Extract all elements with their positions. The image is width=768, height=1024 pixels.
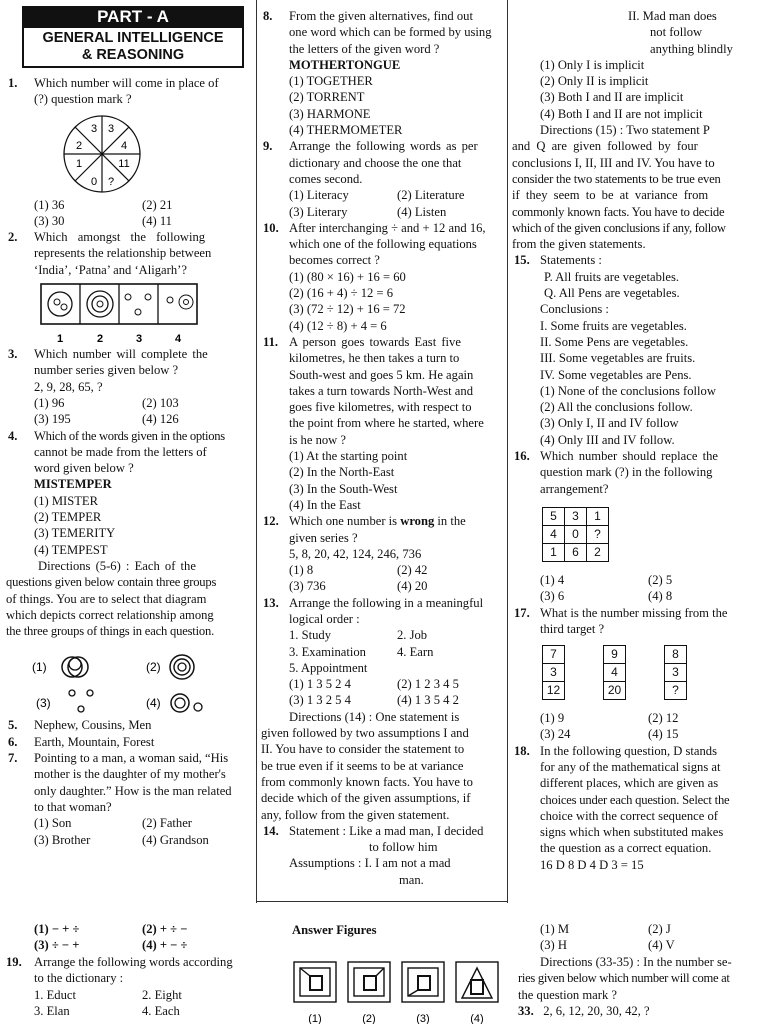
- target-tables: [542, 645, 764, 700]
- question-5: 5. Nephew, Cousins, Men: [8, 718, 152, 733]
- figure-label: (3): [416, 1013, 430, 1024]
- venn-options: [40, 282, 210, 346]
- section-header: [22, 6, 244, 68]
- figure-label: 4: [174, 333, 182, 346]
- question-33: 2, 6, 12, 20, 30, 42, ?: [543, 1003, 650, 1018]
- option-label: (4): [146, 696, 161, 711]
- figure-label: 3: [135, 333, 143, 346]
- question-14: 14. Statement : Like a mad man, I decided to follow him Assumptions : I. I am not a mad man.: [263, 823, 484, 887]
- question-7: 7. Pointing to a man, a woman said, “His mother is the daughter of my mother's only daughter.” How is the man related to that woman? (1) Son (2) Father (3) Brother (4) Grandson: [8, 751, 232, 847]
- option-label: (2): [146, 660, 161, 675]
- column-1: [6, 0, 250, 1018]
- question-10: 10. After interchanging ÷ and + 12 and 16, which one of the following equations becomes correct ? (1) (80 × 16) + 16 = 60 (2) (16 + 4) ÷ 12 = 6 (3) (72 ÷ 12) + 16 = 72 (4) (12 ÷ 8) + 4 = 6: [263, 220, 486, 333]
- question-2: 2. Which amongst the following represents the relationship between ‘India’, ‘Patna’ and ‘Aligarh’?: [8, 230, 212, 277]
- wheel-value: 1: [75, 157, 83, 170]
- venn-answer-diagrams: [6, 643, 246, 717]
- question-3: 3. Which number will complete the number series given below ? 2, 9, 28, 65, ? (1) 96 (2) 103 (3) 195 (4) 126: [8, 347, 208, 427]
- question-8: 8. From the given alternatives, find out one word which can be formed by using the letters of the given word ? MOTHERTONGUE (1) TOGETHER (2) TORRENT (3) HARMONE (4) THERMOMETER: [263, 9, 492, 138]
- section-divider: [256, 901, 508, 902]
- options-q1: (1) 36 (2) 21 (3) 30 (4) 11: [34, 197, 173, 228]
- directions-15: Directions (15) : Two statement P and Q are given followed by four conclusions I, II, III and IV. You have to consider the two statements to be true even if they seem to be at variance from commonly known facts. You have to decide which of the given conclusions if any, follow from the given statements.: [512, 123, 726, 252]
- question-1: 1. Which number will come in place of (?) question mark ?: [8, 76, 219, 107]
- question-9: 9. Arrange the following words as per dictionary and choose the one that comes second. (1) Literacy (2) Literature (3) Literary (4) Listen: [263, 139, 478, 219]
- wheel-value: ?: [107, 175, 115, 188]
- figure-label: 1: [56, 333, 64, 346]
- directions-5-6: Directions (5-6) : Each of the questions given below contain three groups of things. You are to select that diagram which depicts correct relationship among the three groups of things in each question.: [6, 558, 217, 639]
- target-2: 9 4 20: [603, 645, 626, 700]
- column-3: [512, 8, 764, 873]
- question-11: 11. A person goes towards East five kilometres, he then takes a turn to South-west and goes 5 km. He again takes a turn towards North-West and goes five kilometres, with respect to the point from where he started, where is he now ? (1) At the starting point (2) In the North-East (3) In the South-West (4) In the East: [263, 334, 484, 512]
- option-label: (3): [36, 696, 51, 711]
- question-6: 6. Earth, Mountain, Forest: [8, 734, 155, 749]
- question-number: 33.: [518, 1003, 534, 1018]
- question-18: 18. In the following question, D stands for any of the mathematical signs at different places, which are given as choices under each question. Select the choice with the correct sequence of signs which when substituted makes the question as a correct equation. 16 D 8 D 4 D 3 = 15: [514, 743, 730, 872]
- options-tail: (1) M (2) J (3) H (4) V: [540, 922, 675, 953]
- option-label: (1): [32, 660, 47, 675]
- wheel-value: 11: [118, 157, 130, 170]
- question-19: 19. Arrange the following words according to the dictionary : 1. Educt 2. Eight 3. Elan 4. Each: [6, 955, 233, 1018]
- question-17: 17. What is the number missing from the third target ? 7 3 12 9 4 20 8 3 ? (1) 9 (2) 12 (3) 24 (4) 15: [512, 605, 764, 743]
- question-16: 16. Which number should replace the question mark (?) in the following arrangement? 5 3 1 4 0 ? 1 6 2 (1) 4 (2) 5 (3) 6 (4) 8: [514, 449, 718, 604]
- figure-label: (1): [308, 1013, 322, 1024]
- target-1: 7 3 12: [542, 645, 565, 700]
- directions-14: Directions (14) : One statement is given followed by two assumptions I and II. You have to consider the statement to be true even if it seems to be at variance from commonly known facts. You have to decide which of the given assumptions, if any, follow from the given statement.: [261, 709, 473, 822]
- answer-figures: [290, 958, 502, 1024]
- directions-33-35: Directions (33-35) : In the number se- ries given below which number will come at the question mark ? 33. 2, 6, 12, 20, 30, 42, ?: [518, 955, 732, 1018]
- options-q18: (1) − + ÷ (2) + ÷ − (3) ÷ − + (4) + − ÷: [34, 922, 188, 953]
- figure-label: 2: [96, 333, 104, 346]
- part-title: PART - A: [22, 6, 244, 28]
- number-wheel: [61, 113, 143, 195]
- question-12: 12. Which one number is wrong in the given series ? 5, 8, 20, 42, 124, 246, 736 (1) 8 (2) 42 (3) 736 (4) 20: [263, 514, 466, 594]
- wheel-value: 3: [107, 122, 115, 135]
- wheel-value: 2: [75, 139, 83, 152]
- column-divider: [507, 0, 508, 903]
- target-3: 8 3 ?: [664, 645, 687, 700]
- answer-figures-title: Answer Figures: [292, 923, 377, 937]
- number-grid: 5 3 1 4 0 ? 1 6 2: [542, 507, 609, 562]
- wheel-value: 0: [90, 175, 98, 188]
- question-15: 15. Statements : P. All fruits are vegetables. Q. All Pens are vegetables. Conclusions : I. Some fruits are vegetables. II. Some Pens are vegetables. III. Some vegetables are fruits. IV. Some vegetables are Pens. (1) None of the conclusions follow (2) All the conclusions follow. (3) Only I, II and IV follow (4) Only III and IV follow.: [514, 253, 716, 447]
- figure-label: (2): [362, 1013, 376, 1024]
- column-2: [261, 8, 499, 888]
- question-14-continued: II. Mad man does not follow anything blindly (1) Only I is implicit (2) Only II is implicit (3) Both I and II are implicit (4) Both I and II are not implicit: [540, 9, 733, 121]
- wheel-value: 3: [90, 122, 98, 135]
- figure-label: (4): [470, 1013, 484, 1024]
- question-4: 4. Which of the words given in the options cannot be made from the letters of word given below ? MISTEMPER (1) MISTER (2) TEMPER (3) TEMERITY (4) TEMPEST: [8, 428, 225, 557]
- section-title: GENERAL INTELLIGENCE & REASONING: [22, 28, 244, 68]
- column-divider: [256, 0, 257, 903]
- question-13: 13. Arrange the following in a meaningful logical order : 1. Study 2. Job 3. Examination 4. Earn 5. Appointment (1) 1 3 5 2 4 (2) 1 2 3 4 5 (3) 1 3 2 5 4 (4) 1 3 5 4 2: [263, 595, 484, 708]
- wheel-value: 4: [120, 139, 128, 152]
